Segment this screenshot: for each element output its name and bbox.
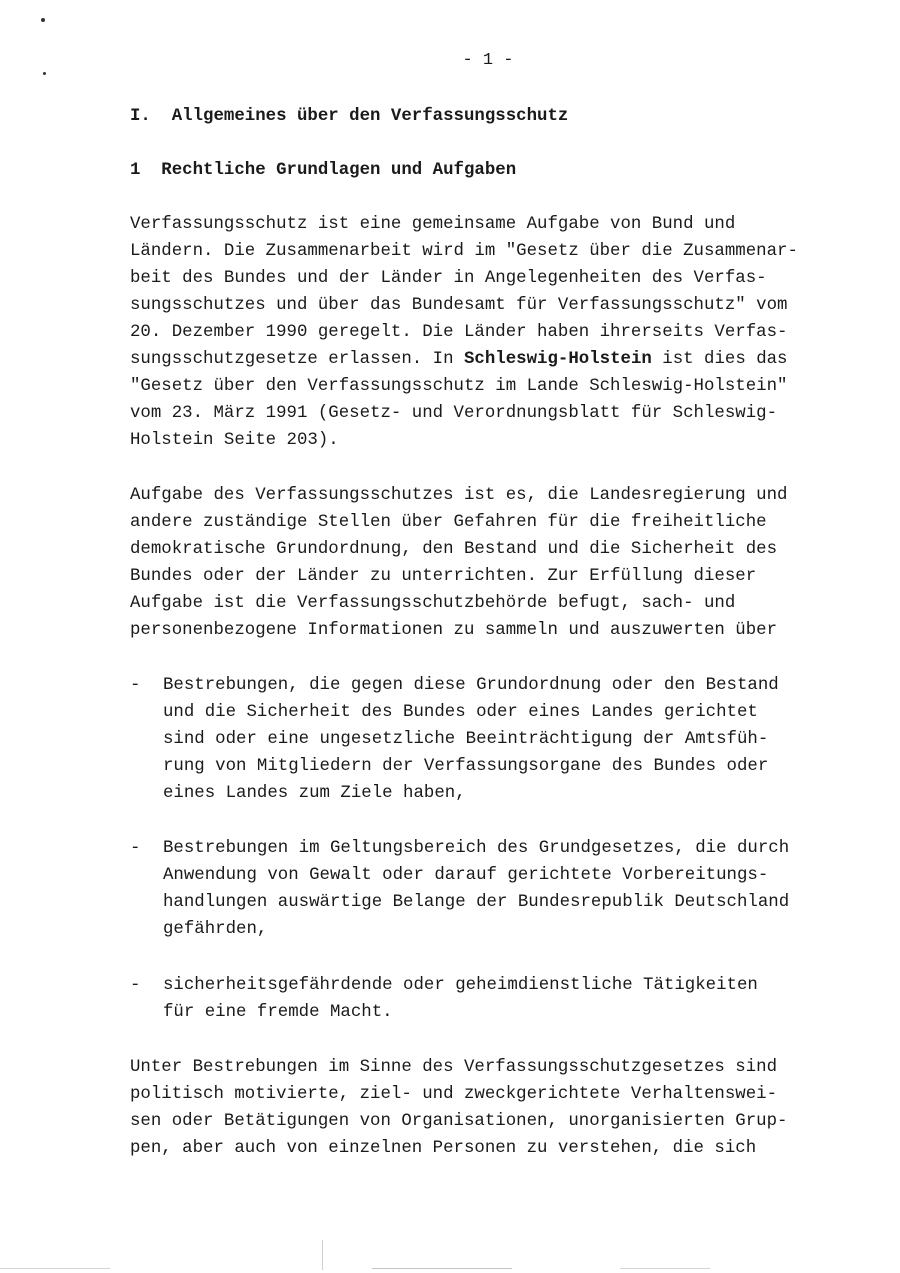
paragraph-line: Aufgabe des Verfassungsschutzes ist es, die Landesregierung und <box>130 486 788 505</box>
bullet-line: sicherheitsgefährdende oder geheimdienstliche Tätigkeiten <box>163 976 758 995</box>
bullet-line: Bestrebungen, die gegen diese Grundordnung oder den Bestand <box>163 676 779 695</box>
section-subheading: 1 Rechtliche Grundlagen und Aufgaben <box>130 161 517 180</box>
paragraph-line: Bundes oder der Länder zu unterrichten. Zur Erfüllung dieser <box>130 567 757 586</box>
bullet-marker: - <box>130 839 141 858</box>
paragraph-line: andere zuständige Stellen über Gefahren für die freiheitliche <box>130 513 767 532</box>
bullet-line: rung von Mitgliedern der Verfassungsorgane des Bundes oder <box>163 757 769 776</box>
bullet-line: sind oder eine ungesetzliche Beeinträchtigung der Amtsfüh- <box>163 730 769 749</box>
paragraph-line: sen oder Betätigungen von Organisationen, unorganisierten Grup- <box>130 1112 788 1131</box>
state-name-bold: Schleswig-Holstein <box>463 350 652 369</box>
paragraph-line: politisch motivierte, ziel- und zweckgerichtete Verhaltenswei- <box>130 1085 778 1104</box>
bullet-marker: - <box>130 976 141 995</box>
bullet-line: Bestrebungen im Geltungsbereich des Grundgesetzes, die durch <box>163 839 790 858</box>
paragraph-line: 20. Dezember 1990 geregelt. Die Länder haben ihrerseits Verfas- <box>130 323 788 342</box>
scan-artifact-line <box>322 1240 323 1270</box>
paragraph-line: personenbezogene Informationen zu sammeln und auszuwerten über <box>130 621 778 640</box>
paragraph-line: Verfassungsschutz ist eine gemeinsame Aufgabe von Bund und <box>130 215 736 234</box>
scan-speck <box>43 72 46 75</box>
paragraph-line-end: ist dies das <box>651 350 788 369</box>
paragraph-line: vom 23. März 1991 (Gesetz- und Verordnungsblatt für Schleswig- <box>130 404 778 423</box>
paragraph-line-start: sungsschutzgesetze erlassen. In <box>130 350 464 369</box>
bullet-line: für eine fremde Macht. <box>163 1003 393 1022</box>
paragraph-line: Ländern. Die Zusammenarbeit wird im "Gesetz über die Zusammenar- <box>130 242 798 261</box>
paragraph-line: sungsschutzes und über das Bundesamt für Verfassungsschutz" vom <box>130 296 788 315</box>
paragraph-line: "Gesetz über den Verfassungsschutz im Lande Schleswig-Holstein" <box>130 377 788 396</box>
bullet-marker: - <box>130 676 141 695</box>
scan-artifact-line <box>372 1268 512 1269</box>
page-number: - 1 - <box>462 51 514 70</box>
paragraph-line: demokratische Grundordnung, den Bestand und die Sicherheit des <box>130 540 778 559</box>
paragraph-line: Holstein Seite 203). <box>130 431 339 450</box>
bullet-line: eines Landes zum Ziele haben, <box>163 784 466 803</box>
bullet-line: und die Sicherheit des Bundes oder eines Landes gerichtet <box>163 703 758 722</box>
paragraph-line: Unter Bestrebungen im Sinne des Verfassungsschutzgesetzes sind <box>130 1058 778 1077</box>
bullet-line: Anwendung von Gewalt oder darauf gerichtete Vorbereitungs- <box>163 866 769 885</box>
scan-artifact-line <box>0 1268 110 1269</box>
paragraph-line: beit des Bundes und der Länder in Angelegenheiten des Verfas- <box>130 269 767 288</box>
bullet-line: handlungen auswärtige Belange der Bundesrepublik Deutschland <box>163 893 790 912</box>
scan-speck <box>41 18 45 22</box>
section-heading: I. Allgemeines über den Verfassungsschutz <box>130 107 569 126</box>
paragraph-line: Aufgabe ist die Verfassungsschutzbehörde befugt, sach- und <box>130 594 736 613</box>
paragraph-line-mixed <box>130 350 788 370</box>
paragraph-line: pen, aber auch von einzelnen Personen zu verstehen, die sich <box>130 1139 757 1158</box>
scan-artifact-line <box>620 1268 710 1269</box>
bullet-line: gefährden, <box>163 920 268 939</box>
